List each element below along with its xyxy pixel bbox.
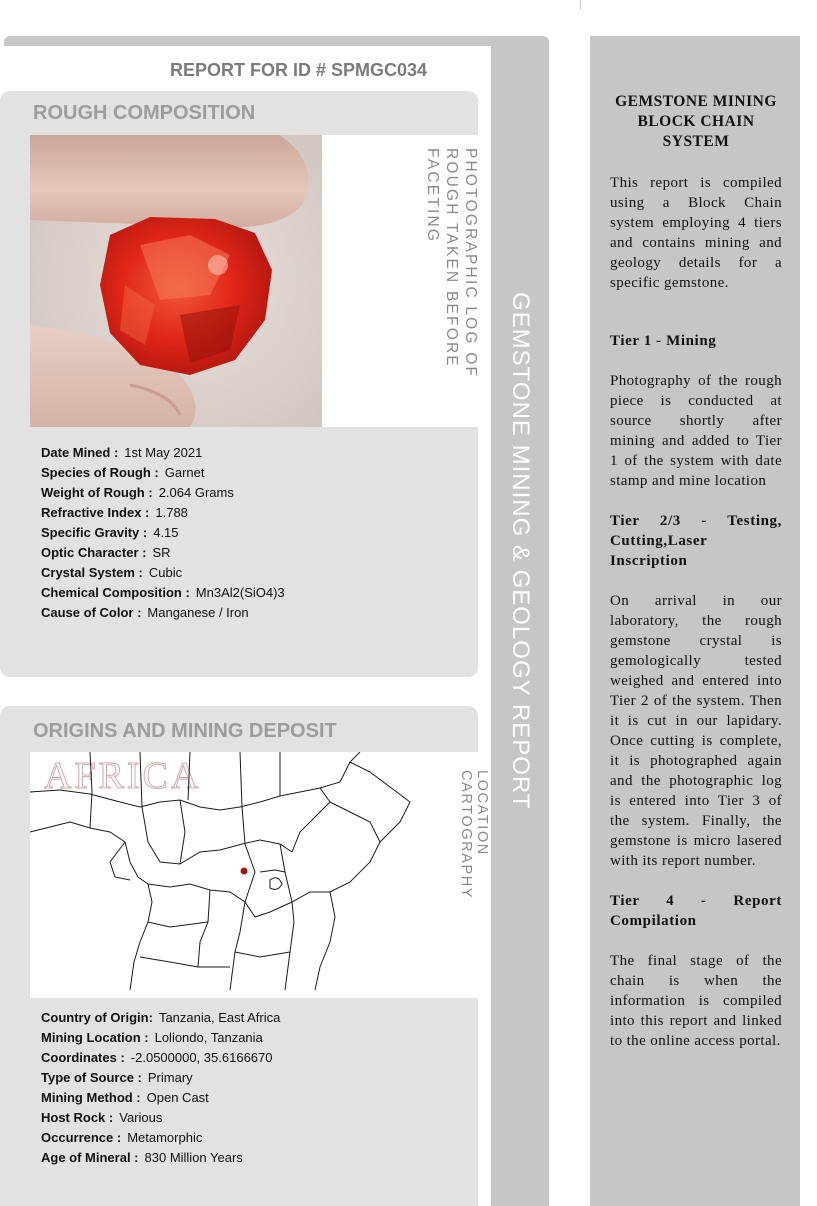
detail-value: Primary — [147, 1070, 193, 1085]
tier4-heading: Tier 4 - Report Compilation — [610, 893, 782, 929]
sidebar-title: GEMSTONE MINING BLOCK CHAIN SYSTEM — [615, 93, 777, 150]
detail-row — [41, 483, 285, 503]
tier23-heading: Tier 2/3 - Testing, Cutting,Laser Inscription — [610, 513, 782, 569]
detail-row — [41, 1108, 280, 1128]
detail-value: 4.15 — [153, 525, 179, 540]
detail-label: Specific Gravity : — [41, 525, 148, 540]
detail-label: Coordinates : — [41, 1050, 125, 1065]
detail-label: Date Mined : — [41, 445, 119, 460]
detail-value: 2.064 Grams — [158, 485, 234, 500]
detail-row — [41, 543, 285, 563]
detail-value: 830 Million Years — [144, 1150, 243, 1165]
detail-label: Crystal System : — [41, 565, 143, 580]
detail-row — [41, 1088, 280, 1108]
detail-label: Country of Origin: — [41, 1010, 153, 1025]
top-divider — [580, 0, 581, 10]
origins-details-list — [41, 1008, 280, 1168]
detail-value: 1st May 2021 — [124, 445, 203, 460]
rough-gemstone-photo — [30, 135, 322, 427]
detail-value: 1.788 — [155, 505, 188, 520]
detail-value: Various — [119, 1110, 163, 1125]
detail-value: Loliondo, Tanzania — [154, 1030, 263, 1045]
map-region-label: AFRICA — [44, 755, 202, 797]
detail-row — [41, 443, 285, 463]
detail-row — [41, 583, 285, 603]
origins-title: ORIGINS AND MINING DEPOSIT — [33, 720, 337, 742]
tier1-text: Photography of the rough piece is conducted at source shortly after mining and added to Tier 1 of the system with date stamp and mine location — [610, 373, 782, 489]
detail-row — [41, 1128, 280, 1148]
detail-label: Chemical Composition : — [41, 585, 190, 600]
detail-label: Occurrence : — [41, 1130, 122, 1145]
detail-value: Garnet — [164, 465, 205, 480]
detail-value: -2.0500000, 35.6166670 — [130, 1050, 273, 1065]
detail-label: Weight of Rough : — [41, 485, 153, 500]
report-top-bar — [4, 36, 549, 46]
rough-details-list — [41, 443, 285, 623]
detail-label: Type of Source : — [41, 1070, 142, 1085]
detail-value: Mn3Al2(SiO4)3 — [195, 585, 285, 600]
detail-label: Cause of Color : — [41, 605, 142, 620]
detail-value: Open Cast — [146, 1090, 209, 1105]
detail-row — [41, 603, 285, 623]
detail-row — [41, 503, 285, 523]
detail-value: Tanzania, East Africa — [158, 1010, 281, 1025]
detail-row — [41, 1068, 280, 1088]
detail-label: Host Rock : — [41, 1110, 114, 1125]
map-caption: LOCATION CARTOGRAPHY — [458, 770, 490, 900]
detail-label: Optic Character : — [41, 545, 147, 560]
detail-row — [41, 463, 285, 483]
detail-row — [41, 1148, 280, 1168]
tier23-text: On arrival in our laboratory, the rough gemstone crystal is gemologically tested weighed and entered into Tier 2 of the system. Then it is cut in our lapidary. Once cutting is complete, it is photographed again and the photographic log is entered into Tier 3 of the system. Finally, the gemstone is micro lasered with its report number. — [610, 593, 782, 869]
detail-row — [41, 1048, 280, 1068]
detail-value: Cubic — [148, 565, 183, 580]
info-sidebar-content — [610, 92, 782, 1071]
detail-label: Refractive Index : — [41, 505, 150, 520]
detail-label: Mining Method : — [41, 1090, 141, 1105]
detail-row — [41, 523, 285, 543]
detail-row — [41, 1008, 280, 1028]
detail-value: Manganese / Iron — [147, 605, 249, 620]
rough-composition-title: ROUGH COMPOSITION — [33, 102, 256, 124]
sidebar-intro: This report is compiled using a Block Chain system employing 4 tiers and contains mining and geology details for a specific gemstone. — [610, 175, 782, 291]
spine-title: GEMSTONE MINING & GEOLOGY REPORT — [507, 292, 534, 810]
spine-title-wrap — [491, 36, 549, 1206]
africa-map — [30, 752, 426, 990]
tier1-heading: Tier 1 - Mining — [610, 333, 717, 349]
location-marker-icon — [241, 868, 248, 875]
detail-row — [41, 1028, 280, 1048]
detail-row — [41, 563, 285, 583]
detail-value: Metamorphic — [127, 1130, 203, 1145]
detail-label: Species of Rough : — [41, 465, 159, 480]
photo-caption: PHOTOGRAPHIC LOG OF ROUGH TAKEN BEFORE FACETING — [424, 148, 479, 379]
detail-label: Mining Location : — [41, 1030, 149, 1045]
tier4-text: The final stage of the chain is when the information is compiled into this report and linked to the online access portal. — [610, 953, 782, 1049]
report-id-heading: REPORT FOR ID # SPMGC034 — [170, 60, 428, 80]
detail-label: Age of Mineral : — [41, 1150, 139, 1165]
detail-value: SR — [152, 545, 171, 560]
